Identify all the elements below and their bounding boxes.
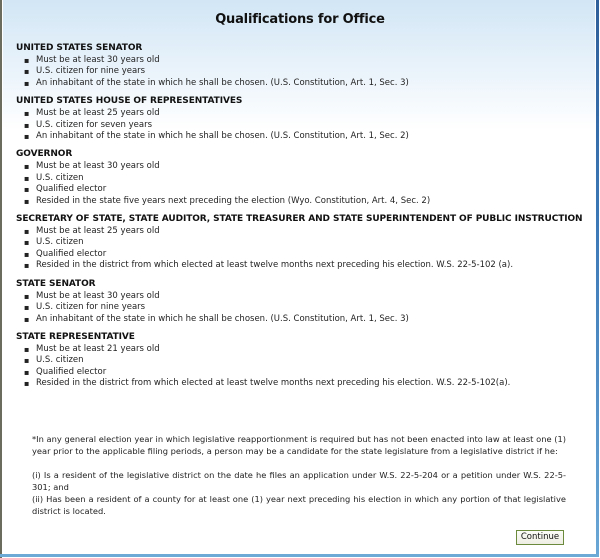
list-item-text: Must be at least 25 years old bbox=[36, 226, 160, 237]
list-item-text: Must be at least 30 years old bbox=[36, 161, 160, 172]
window-left-border bbox=[0, 0, 2, 558]
section-state-representative bbox=[16, 331, 586, 390]
bullet-icon: ▪ bbox=[24, 379, 30, 389]
list-item-text: Qualified elector bbox=[36, 366, 107, 377]
bullet-icon: ▪ bbox=[24, 238, 30, 248]
list-item bbox=[24, 367, 586, 378]
section-state-senator bbox=[16, 278, 586, 325]
list-item bbox=[24, 344, 586, 355]
section-heading: UNITED STATES SENATOR bbox=[16, 43, 143, 53]
list-item bbox=[24, 260, 586, 271]
list-item bbox=[24, 173, 586, 184]
list-item-text: An inhabitant of the state in which he shall be chosen. (U.S. Constitution, Art. 1, Sec. 2) bbox=[36, 131, 409, 142]
list-item-text: An inhabitant of the state in which he shall be chosen. (U.S. Constitution, Art. 1, Sec. 3) bbox=[36, 77, 409, 88]
list-item-text: Resided in the district from which elected at least twelve months next preceding his election. W.S. 22-5-102(a). bbox=[36, 378, 511, 389]
list-item-text: Must be at least 30 years old bbox=[36, 55, 160, 65]
list-item-text: Must be at least 25 years old bbox=[36, 108, 160, 119]
reapportionment-note bbox=[32, 433, 566, 517]
bullet-icon: ▪ bbox=[24, 109, 30, 119]
list-item-text: U.S. citizen for seven years bbox=[36, 119, 153, 130]
list-item-text: Qualified elector bbox=[36, 184, 107, 195]
bullet-icon: ▪ bbox=[24, 291, 30, 301]
section-us-house bbox=[16, 95, 586, 142]
qualification-list bbox=[16, 291, 586, 325]
list-item-text: U.S. citizen for nine years bbox=[36, 302, 146, 313]
list-item bbox=[24, 55, 586, 66]
list-item bbox=[24, 78, 586, 89]
list-item-text: U.S. citizen bbox=[36, 237, 84, 248]
list-item bbox=[24, 378, 586, 389]
list-item-text: U.S. citizen bbox=[36, 355, 84, 366]
note-intro: *In any general election year in which legislative reapportionment is required but has not been enacted into law at least one (1) year prior to the applicable filing periods, a person may be a candidate for the state legislature from a legislative district if he: bbox=[32, 434, 566, 456]
section-heading: UNITED STATES HOUSE OF REPRESENTATIVES bbox=[16, 96, 243, 107]
bullet-icon: ▪ bbox=[24, 344, 30, 354]
list-item bbox=[24, 196, 586, 207]
list-item bbox=[24, 226, 586, 237]
list-item bbox=[24, 66, 586, 77]
dialog-title: Qualifications for Office bbox=[215, 12, 385, 27]
qualification-list bbox=[16, 55, 586, 89]
note-clause-ii: (ii) Has been a resident of a county for at least one (1) year next preceding his election in which any portion of that legislative district is located. bbox=[32, 494, 566, 516]
section-state-officers bbox=[16, 213, 586, 272]
section-heading: GOVERNOR bbox=[16, 149, 73, 160]
list-item bbox=[24, 120, 586, 131]
list-item-text: U.S. citizen for nine years bbox=[36, 66, 146, 77]
section-governor bbox=[16, 148, 586, 207]
section-heading: STATE REPRESENTATIVE bbox=[16, 331, 135, 342]
list-item-text: Must be at least 30 years old bbox=[36, 290, 160, 301]
list-item-text: An inhabitant of the state in which he shall be chosen. (U.S. Constitution, Art. 1, Sec. 3) bbox=[36, 313, 409, 324]
bullet-icon: ▪ bbox=[24, 173, 30, 183]
note-clause-i: (i) Is a resident of the legislative district on the date he files an application under W.S. 22-5-204 or a petition under W.S. 22-5-301; and bbox=[32, 470, 566, 492]
bullet-icon: ▪ bbox=[24, 162, 30, 172]
section-heading: SECRETARY OF STATE, STATE AUDITOR, STATE TREASURER AND STATE SUPERINTENDENT OF PUBLIC INSTRUCTION bbox=[16, 214, 583, 225]
list-item bbox=[24, 161, 586, 172]
list-item-text: Resided in the district from which elected at least twelve months next preceding his election. W.S. 22-5-102 (a). bbox=[36, 260, 514, 271]
list-item-text: Qualified elector bbox=[36, 248, 107, 259]
bullet-icon: ▪ bbox=[24, 367, 30, 377]
bullet-icon: ▪ bbox=[24, 67, 30, 77]
window-bottom-border bbox=[0, 554, 599, 557]
list-item-text: Resided in the state five years next preceding the election (Wyo. Constitution, Art. 4, Sec. 2) bbox=[36, 195, 431, 206]
section-heading: STATE SENATOR bbox=[16, 278, 96, 289]
bullet-icon: ▪ bbox=[24, 249, 30, 259]
list-item bbox=[24, 291, 586, 302]
qualification-list bbox=[16, 226, 586, 272]
list-item bbox=[24, 249, 586, 260]
bullet-icon: ▪ bbox=[24, 185, 30, 195]
bullet-icon: ▪ bbox=[24, 314, 30, 324]
list-item-text: Must be at least 21 years old bbox=[36, 343, 160, 354]
qualifications-content bbox=[16, 42, 586, 396]
list-item bbox=[24, 355, 586, 366]
bullet-icon: ▪ bbox=[24, 56, 30, 65]
bullet-icon: ▪ bbox=[24, 132, 30, 142]
window-right-border bbox=[596, 0, 599, 556]
list-item bbox=[24, 314, 586, 325]
list-item bbox=[24, 108, 586, 119]
bullet-icon: ▪ bbox=[24, 196, 30, 206]
bullet-icon: ▪ bbox=[24, 78, 30, 88]
bullet-icon: ▪ bbox=[24, 120, 30, 130]
qualification-list bbox=[16, 344, 586, 390]
bullet-icon: ▪ bbox=[24, 261, 30, 271]
list-item bbox=[24, 302, 586, 313]
list-item bbox=[24, 131, 586, 142]
bullet-icon: ▪ bbox=[24, 303, 30, 313]
list-item-text: U.S. citizen bbox=[36, 172, 84, 183]
list-item bbox=[24, 237, 586, 248]
list-item bbox=[24, 184, 586, 195]
qualification-list bbox=[16, 161, 586, 207]
note-spacer bbox=[32, 457, 566, 469]
bullet-icon: ▪ bbox=[24, 356, 30, 366]
bullet-icon: ▪ bbox=[24, 227, 30, 237]
continue-button[interactable]: Continue bbox=[516, 530, 564, 545]
qualification-list bbox=[16, 108, 586, 142]
section-us-senator bbox=[16, 42, 586, 89]
